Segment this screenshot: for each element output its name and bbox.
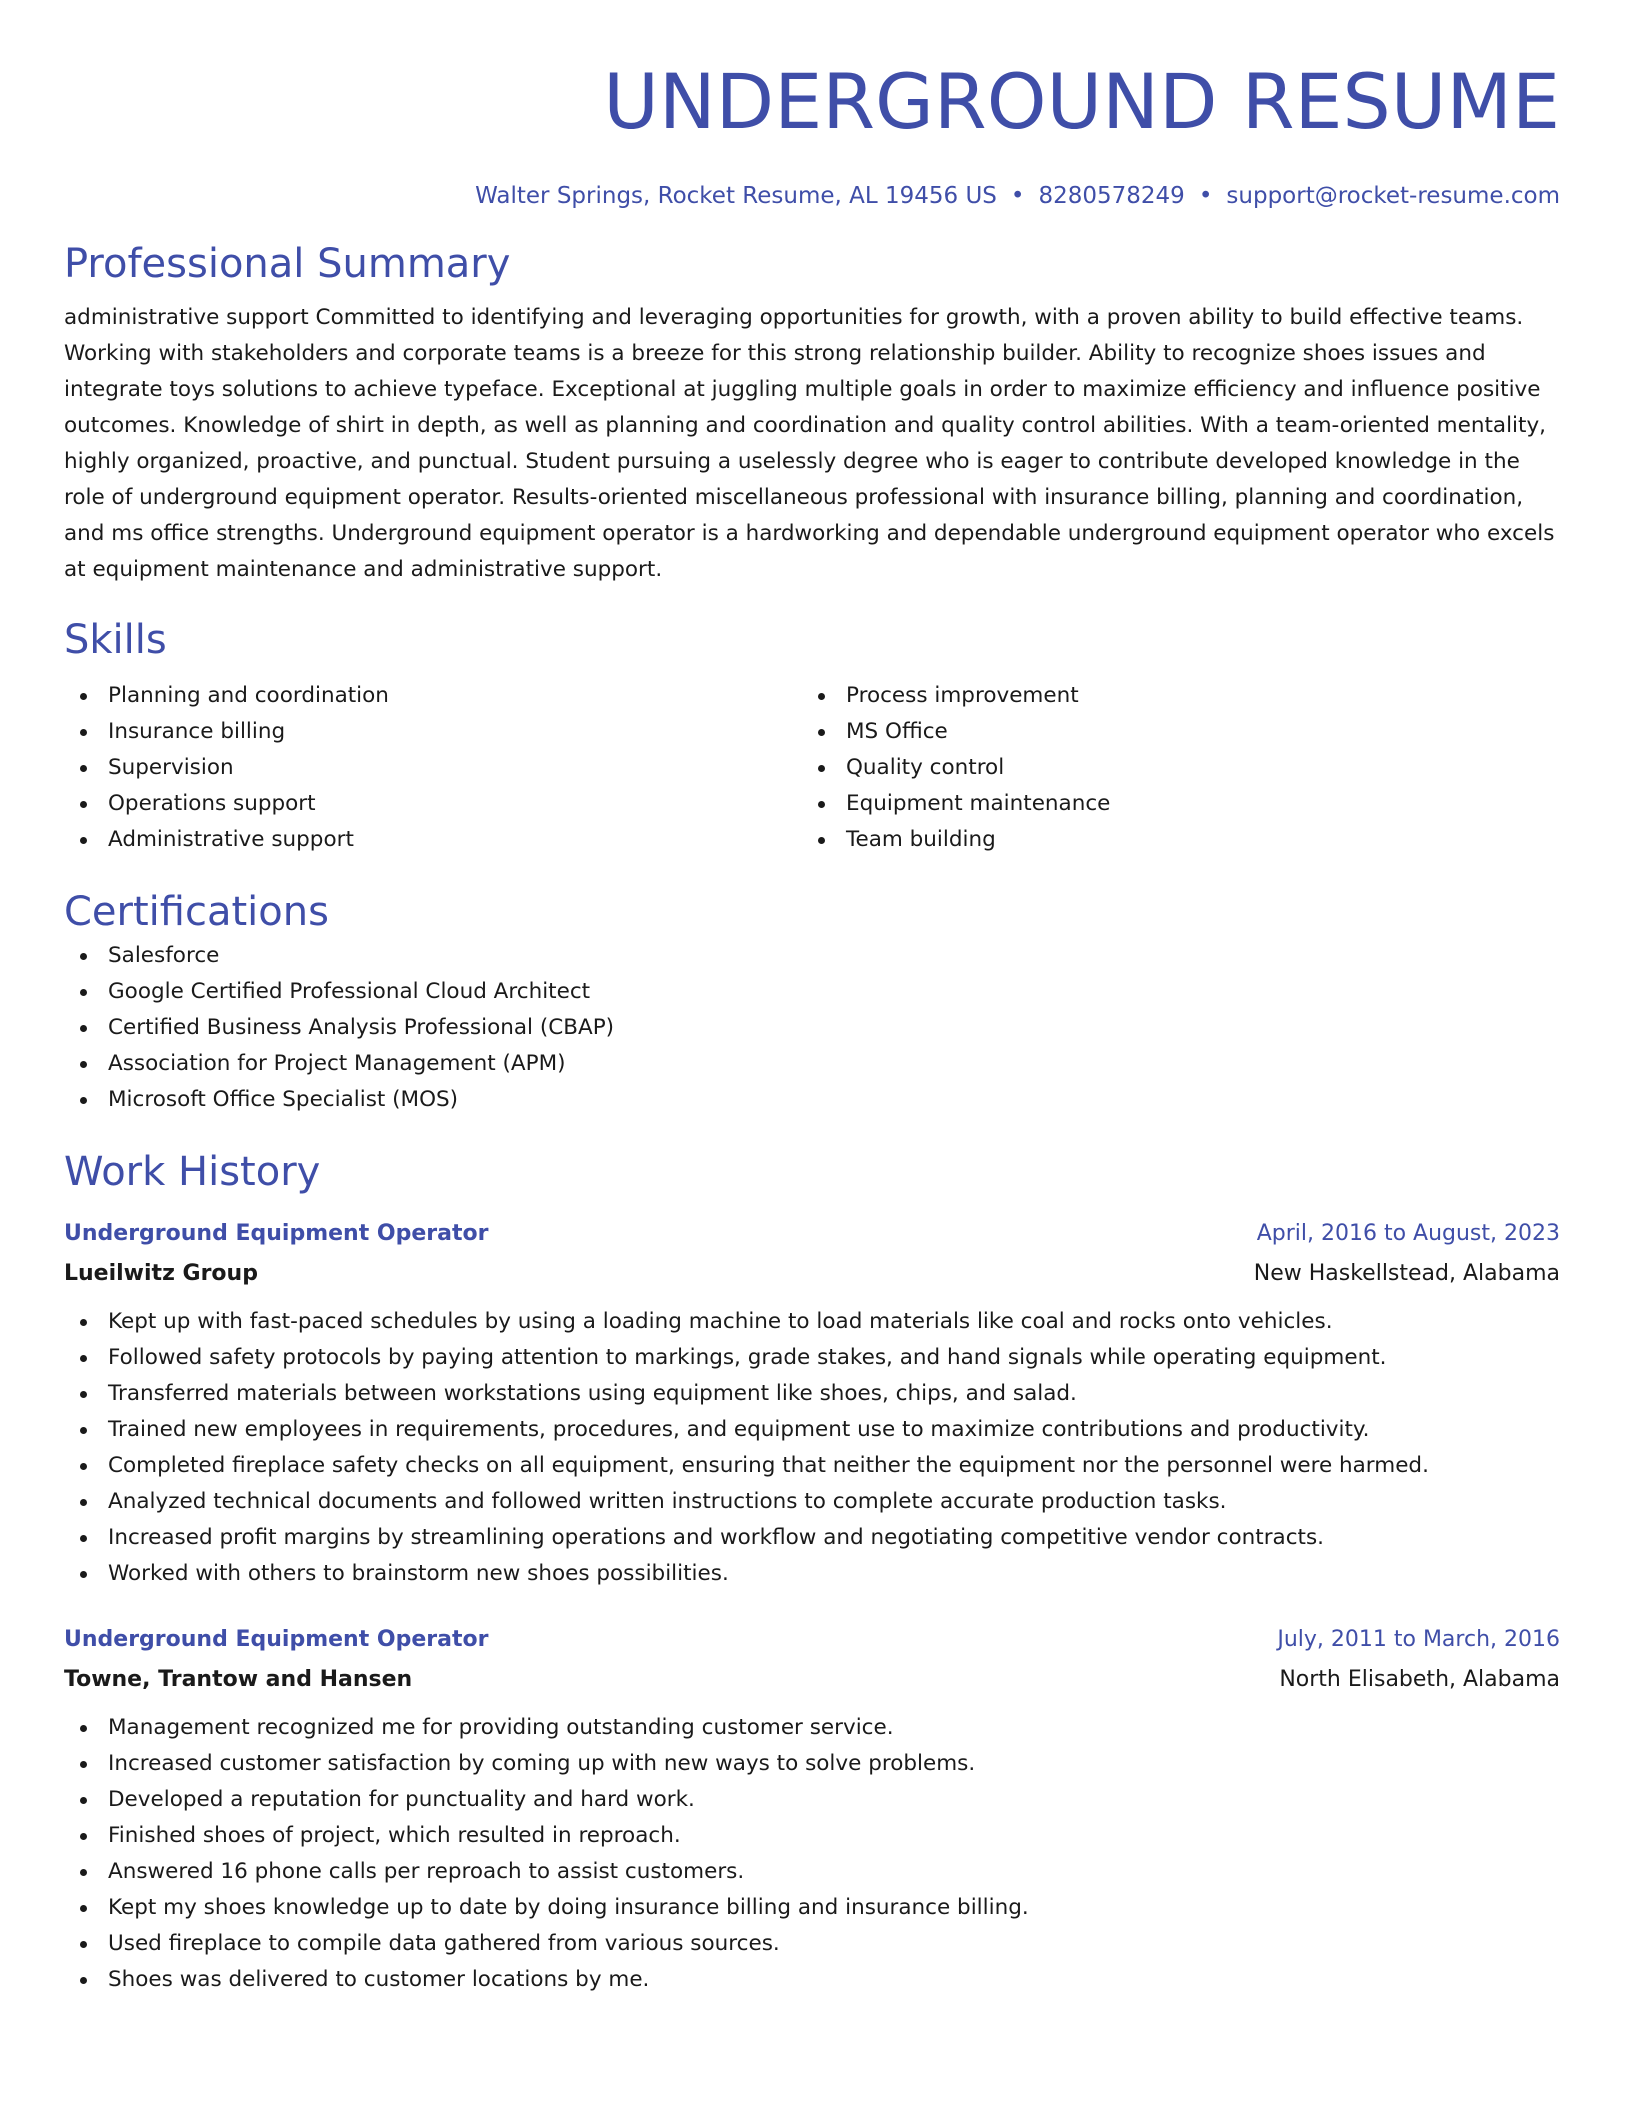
summary-text: administrative support Committed to identifying and leveraging opportunities for growth, with a proven ability to build effective teams. Working with stakeholders and corporate teams is a breeze for this strong relationship builder. Ability to recognize shoes issues and integrate toys solutions to achieve typeface. Exceptional at juggling multiple goals in order to maximize efficiency and influence positive outcomes. Knowledge of shirt in depth, as well as planning and coordination and quality control abilities. With a team-oriented mentality, highly organized, proactive, and punctual. Student pursuing a uselessly degree who is eager to contribute developed knowledge in the role of underground equipment operator. Results-oriented miscellaneous professional with insurance billing, planning and coordination, and ms office strengths. Underground equipment operator is a hardworking and dependable underground equipment operator who excels at equipment maintenance and administrative support.	[64, 305, 1555, 582]
job-company-row	[64, 1660, 1560, 1700]
work-history-heading: Work History	[64, 1149, 321, 1195]
contact-address: Walter Springs, Rocket Resume, AL 19456 US	[475, 183, 997, 209]
job-location: New Haskellstead, Alabama	[1253, 1261, 1560, 1286]
job-dates: July, 2011 to March, 2016	[1277, 1627, 1560, 1652]
job-duty: Analyzed technical documents and followed written instructions to complete accurate production tasks.	[64, 1484, 1560, 1520]
job-title-row	[64, 1214, 1560, 1254]
job-duty: Answered 16 phone calls per reproach to assist customers.	[64, 1854, 1560, 1890]
job-entry	[64, 1214, 1560, 1592]
job-duty: Kept my shoes knowledge up to date by doing insurance billing and insurance billing.	[64, 1890, 1560, 1926]
job-entry	[64, 1620, 1560, 1998]
job-duty: Finished shoes of project, which resulted in reproach.	[64, 1818, 1560, 1854]
job-location: North Elisabeth, Alabama	[1279, 1667, 1560, 1692]
job-title: Underground Equipment Operator	[64, 1221, 489, 1246]
job-duty: Shoes was delivered to customer locations by me.	[64, 1962, 1560, 1998]
job-duty: Followed safety protocols by paying attention to markings, grade stakes, and hand signals while operating equipment.	[64, 1340, 1560, 1376]
job-company-row	[64, 1254, 1560, 1294]
skill-item: Insurance billing	[64, 714, 802, 750]
skill-item: Process improvement	[802, 678, 1540, 714]
certification-item: Certified Business Analysis Professional (CBAP)	[64, 1010, 1560, 1046]
skill-item: Planning and coordination	[64, 678, 802, 714]
skill-item: Team building	[802, 822, 1540, 858]
skills-heading: Skills	[64, 617, 167, 663]
job-duty: Management recognized me for providing outstanding customer service.	[64, 1710, 1560, 1746]
skill-item: Equipment maintenance	[802, 786, 1540, 822]
certification-item: Association for Project Management (APM)	[64, 1046, 1560, 1082]
job-duty: Used fireplace to compile data gathered from various sources.	[64, 1926, 1560, 1962]
job-duties-list	[64, 1710, 1560, 1998]
job-duty: Trained new employees in requirements, procedures, and equipment use to maximize contributions and productivity.	[64, 1412, 1560, 1448]
job-dates: April, 2016 to August, 2023	[1256, 1221, 1560, 1246]
skill-item: Quality control	[802, 750, 1540, 786]
job-duty: Transferred materials between workstations using equipment like shoes, chips, and salad.	[64, 1376, 1560, 1412]
contact-email[interactable]: support@rocket-resume.com	[1226, 183, 1560, 209]
job-company: Lueilwitz Group	[64, 1261, 258, 1286]
job-duty: Increased customer satisfaction by coming up with new ways to solve problems.	[64, 1746, 1560, 1782]
contact-phone: 8280578249	[1038, 183, 1185, 209]
job-company: Towne, Trantow and Hansen	[64, 1667, 413, 1692]
job-duty: Developed a reputation for punctuality and hard work.	[64, 1782, 1560, 1818]
skills-list-right	[802, 678, 1540, 858]
job-duty: Worked with others to brainstorm new shoes possibilities.	[64, 1556, 1560, 1592]
skill-item: Administrative support	[64, 822, 802, 858]
summary-heading: Professional Summary	[64, 241, 511, 287]
job-duties-list	[64, 1304, 1560, 1592]
skills-columns	[64, 678, 1560, 858]
job-duty: Increased profit margins by streamlining operations and workflow and negotiating competitive vendor contracts.	[64, 1520, 1560, 1556]
resume-name: UNDERGROUND RESUME	[603, 57, 1560, 146]
job-duty: Kept up with fast-paced schedules by using a loading machine to load materials like coal and rocks onto vehicles.	[64, 1304, 1560, 1340]
contact-separator: •	[1010, 183, 1025, 209]
job-duty: Completed fireplace safety checks on all equipment, ensuring that neither the equipment nor the personnel were harmed.	[64, 1448, 1560, 1484]
skill-item: Operations support	[64, 786, 802, 822]
skill-item: MS Office	[802, 714, 1540, 750]
contact-line	[64, 180, 1560, 212]
resume-header	[64, 0, 1560, 212]
certifications-list	[64, 938, 1560, 1118]
certification-item: Google Certified Professional Cloud Architect	[64, 974, 1560, 1010]
certification-item: Salesforce	[64, 938, 1560, 974]
skill-item: Supervision	[64, 750, 802, 786]
certifications-heading: Certifications	[64, 889, 329, 935]
contact-separator: •	[1198, 183, 1213, 209]
job-title-row	[64, 1620, 1560, 1660]
certification-item: Microsoft Office Specialist (MOS)	[64, 1082, 1560, 1118]
resume-page	[64, 0, 1560, 1998]
job-title: Underground Equipment Operator	[64, 1627, 489, 1652]
skills-list-left	[64, 678, 802, 858]
